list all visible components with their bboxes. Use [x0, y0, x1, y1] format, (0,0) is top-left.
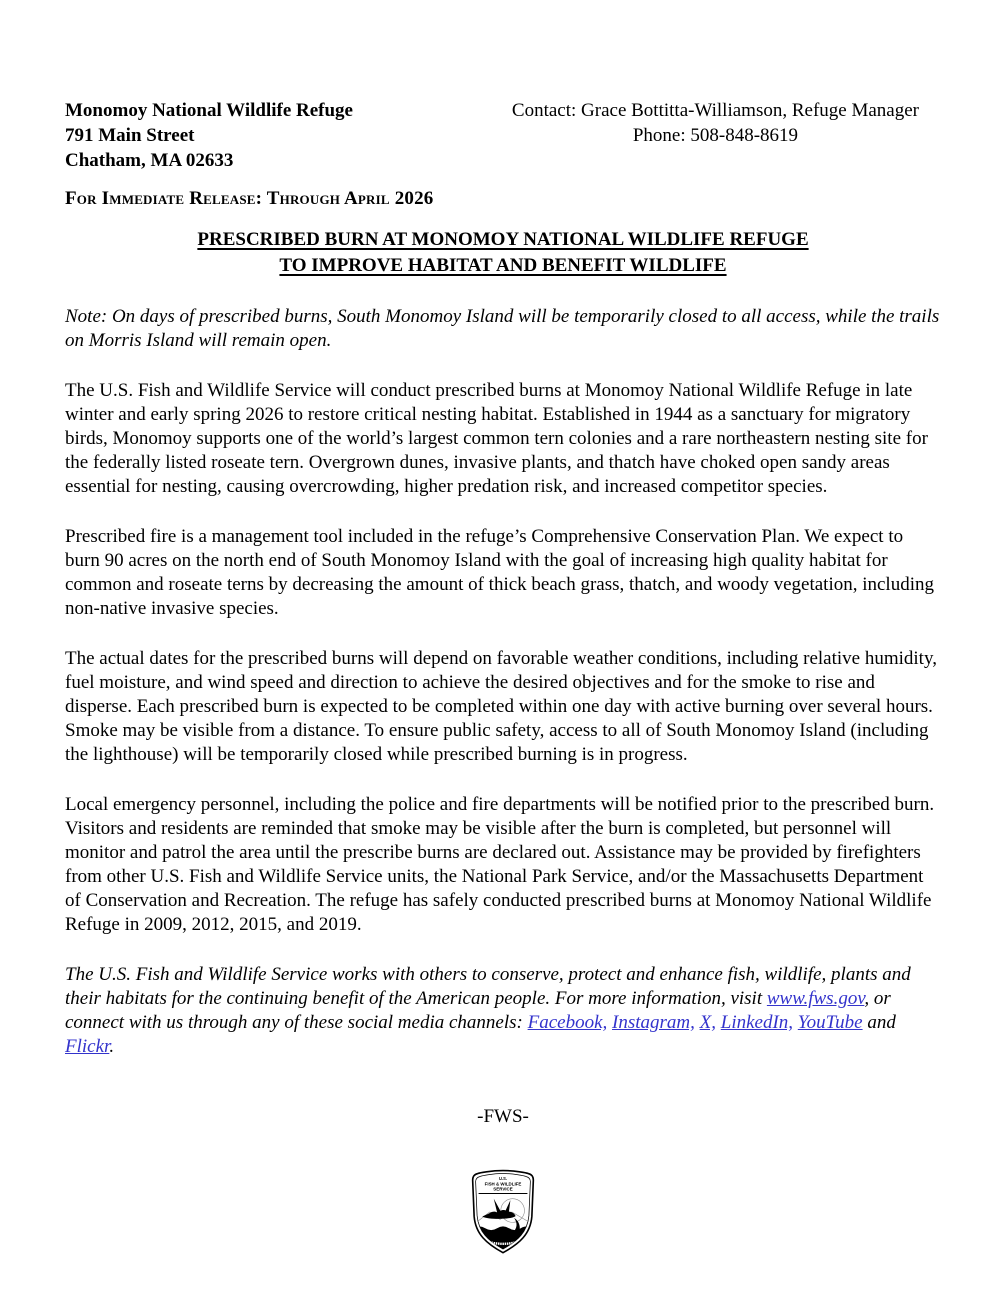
contact-line: Contact: Grace Bottitta-Williamson, Refuge Manager: [511, 100, 919, 121]
boilerplate-text: , or connect with us through any of these social media channels:: [65, 988, 891, 1033]
document-header: [65, 98, 941, 173]
phone-line: Phone: 508-848-8619: [632, 125, 799, 146]
body-paragraph-2: Prescribed fire is a management tool included in the refuge’s Comprehensive Conservation Plan. We expect to burn 90 acres on the north end of South Monomoy Island with the goal of increasing high quality habitat for common and roseate terns by decreasing the amount of thick beach grass, thatch, and woody vegetation, including non-native invasive species.: [65, 526, 934, 619]
boilerplate-text: The U.S. Fish and Wildlife Service works with others to conserve, protect and enhance fish, wildlife, plants and their habitats for the continuing benefit of the American people. For more information, visit: [65, 964, 911, 1009]
logo-text-fish-wildlife: FISH & WILDLIFE: [484, 1181, 522, 1187]
agency-boilerplate: [65, 963, 941, 1059]
title-line-2: TO IMPROVE HABITAT AND BENEFIT WILDLIFE: [279, 255, 727, 276]
sender-address-block: [65, 98, 353, 173]
fws-gov-link[interactable]: www.fws.gov: [766, 988, 865, 1009]
end-mark: -FWS-: [477, 1106, 529, 1127]
linkedin-link[interactable]: LinkedIn,: [720, 1012, 794, 1033]
body-paragraph-4: Local emergency personnel, including the police and fire departments will be notified prior to the prescribed burn. Visitors and residents are reminded that smoke may be visible after the burn is completed, but personnel will monitor and patrol the area until the prescribe burns are declared out. Assistance may be provided by firefighters from other U.S. Fish and Wildlife Service units, the National Park Service, and/or the Massachusetts Department of Conservation and Recreation. The refuge has safely conducted prescribed burns at Monomoy National Wildlife Refuge in 2009, 2012, 2015, and 2019.: [65, 794, 935, 935]
logo-text-service: SERVICE: [493, 1186, 513, 1192]
x-link[interactable]: X,: [699, 1012, 716, 1033]
instagram-link[interactable]: Instagram,: [612, 1012, 695, 1033]
flickr-link[interactable]: Flickr: [65, 1036, 110, 1057]
org-city-state-zip: Chatham, MA 02633: [65, 150, 234, 171]
body-paragraph-3: The actual dates for the prescribed burns will depend on favorable weather conditions, including relative humidity, fuel moisture, and wind speed and direction to achieve the desired objectives and for the smoke to rise and disperse. Each prescribed burn is expected to be completed within one day with active burning over several hours. Smoke may be visible from a distance. To ensure public safety, access to all of South Monomoy Island (including the lighthouse) will be temporarily closed while prescribed burning is in progress.: [65, 648, 937, 765]
contact-block: [512, 98, 919, 148]
boilerplate-text: and: [862, 1012, 896, 1033]
org-name: Monomoy National Wildlife Refuge: [65, 100, 353, 121]
youtube-link[interactable]: YouTube: [797, 1012, 863, 1033]
closure-note: Note: On days of prescribed burns, South Monomoy Island will be temporarily closed to all access, while the trails on Morris Island will remain open.: [65, 306, 940, 351]
title-line-1: PRESCRIBED BURN AT MONOMOY NATIONAL WILDLIFE REFUGE: [197, 229, 809, 250]
org-street: 791 Main Street: [65, 125, 195, 146]
fws-logo-icon: [466, 1169, 540, 1255]
logo-text-us: U.S.: [499, 1176, 507, 1182]
body-paragraph-1: The U.S. Fish and Wildlife Service will conduct prescribed burns at Monomoy National Wildlife Refuge in late winter and early spring 2026 to restore critical nesting habitat. Established in 1944 as a sanctuary for migratory birds, Monomoy supports one of the world’s largest common tern colonies and a rare northeastern nesting site for the federally listed roseate tern. Overgrown dunes, invasive plants, and thatch have choked open sandy areas essential for nesting, causing overcrowding, higher predation risk, and increased competitor species.: [65, 380, 928, 497]
facebook-link[interactable]: Facebook,: [527, 1012, 608, 1033]
document-title: [65, 227, 941, 279]
release-statement: For Immediate Release: Through April 2026: [65, 188, 434, 209]
boilerplate-text: .: [109, 1036, 115, 1057]
logo-container: [65, 1169, 941, 1262]
